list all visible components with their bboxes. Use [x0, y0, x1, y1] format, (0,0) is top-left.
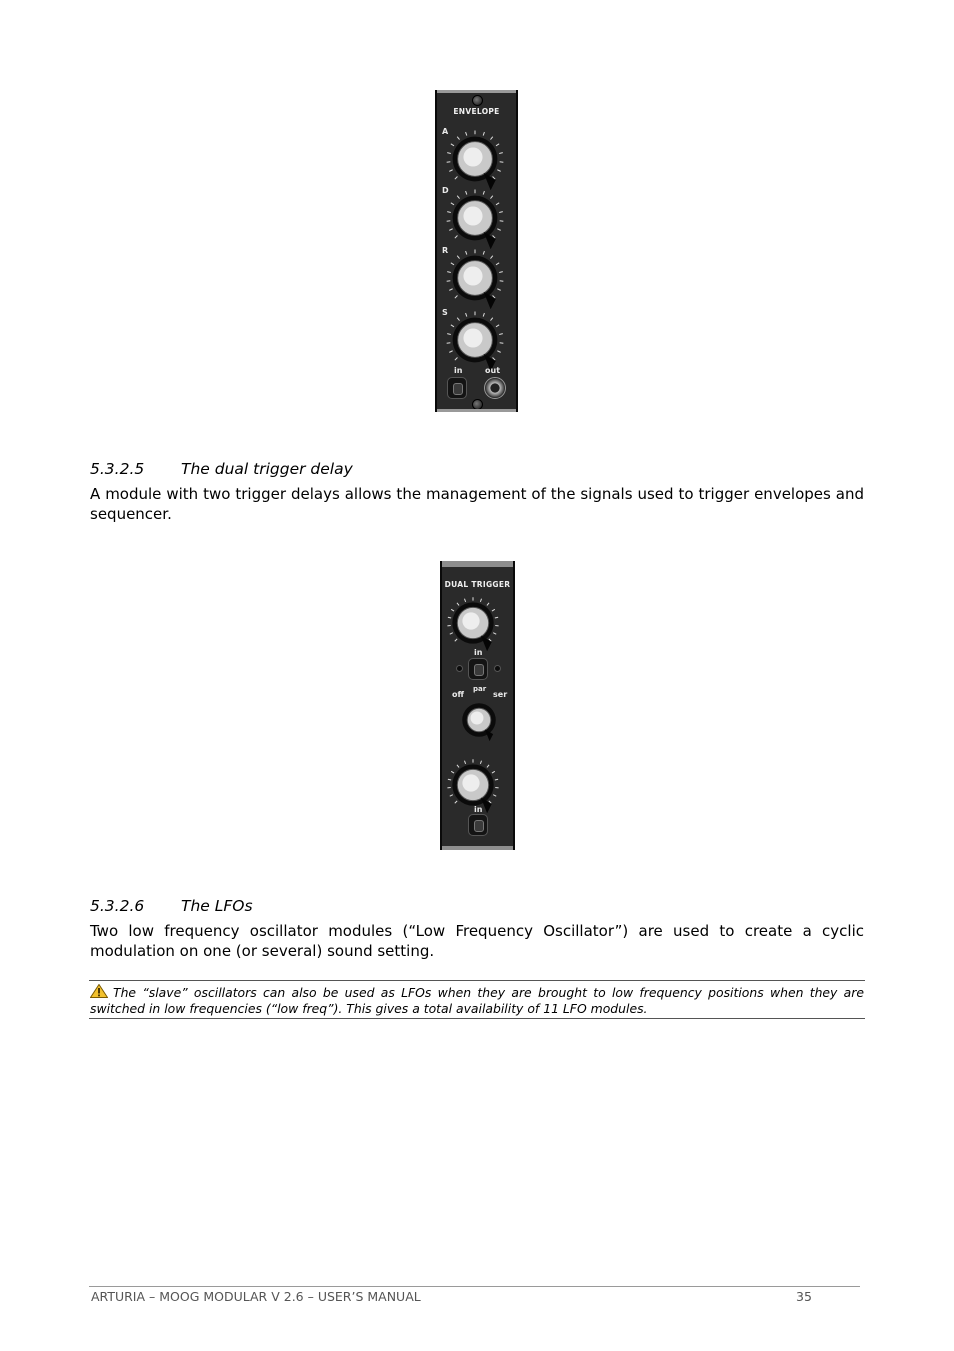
knob-label-release: R	[442, 246, 449, 255]
panel-rail-bottom	[437, 409, 516, 412]
gate-in-jack[interactable]	[447, 377, 467, 399]
led-indicator	[494, 665, 501, 672]
delay-1-knob[interactable]	[445, 595, 501, 651]
jack-label-in: in	[454, 366, 463, 375]
knob-label-sustain: S	[442, 308, 448, 317]
screw-icon	[472, 95, 483, 106]
section-title: The LFOs	[181, 897, 253, 915]
section-heading-5325	[90, 460, 353, 478]
module-title: DUAL TRIGGER	[444, 580, 511, 589]
note-box	[89, 980, 865, 1019]
envelope-out-jack[interactable]	[484, 377, 506, 399]
jack-label-out: out	[485, 366, 501, 375]
section-number: 5.3.2.5	[90, 460, 145, 478]
switch-label-par: par	[473, 685, 487, 693]
led-indicator	[456, 665, 463, 672]
envelope-module	[435, 90, 518, 412]
dual-trigger-module	[440, 561, 515, 850]
mode-selector-knob[interactable]	[458, 699, 500, 741]
switch-label-ser: ser	[493, 690, 508, 699]
note-text: The “slave” oscillators can also be used as LFOs when they are brought to low frequency positions when they are switched in low frequencies (“low freq”). This gives a total availability of 11 LFO modules.	[90, 985, 864, 1016]
switch-label-off: off	[452, 690, 464, 699]
jack-label-in-1: in	[474, 648, 483, 657]
section-title: The dual trigger delay	[181, 460, 353, 478]
release-knob[interactable]	[444, 247, 506, 309]
section-body-5326: Two low frequency oscillator modules (“Low Frequency Oscillator”) are used to create a cyclic modulation on one (or several) sound setting.	[90, 922, 864, 960]
attack-knob[interactable]	[444, 128, 506, 190]
footer-title: ARTURIA – MOOG MODULAR V 2.6 – USER’S MANUAL	[91, 1289, 421, 1304]
knob-label-attack: A	[442, 127, 449, 136]
warning-icon	[90, 984, 108, 998]
page-number: 35	[796, 1289, 812, 1304]
jack-label-in-2: in	[474, 805, 483, 814]
decay-knob[interactable]	[444, 187, 506, 249]
section-number: 5.3.2.6	[90, 897, 145, 915]
sustain-knob[interactable]	[444, 309, 506, 371]
section-body-5325: A module with two trigger delays allows the management of the signals used to trigger envelopes and sequencer.	[90, 485, 864, 523]
trigger-1-in-jack[interactable]	[468, 658, 488, 680]
panel-rail-top	[442, 561, 513, 567]
panel-rail-bottom	[442, 846, 513, 850]
section-heading-5326	[90, 897, 253, 915]
delay-2-knob[interactable]	[445, 757, 501, 813]
trigger-2-in-jack[interactable]	[468, 814, 488, 836]
footer-divider	[89, 1286, 860, 1287]
panel-rail-top	[437, 90, 516, 93]
knob-label-decay: D	[442, 186, 449, 195]
module-title: ENVELOPE	[453, 107, 500, 116]
